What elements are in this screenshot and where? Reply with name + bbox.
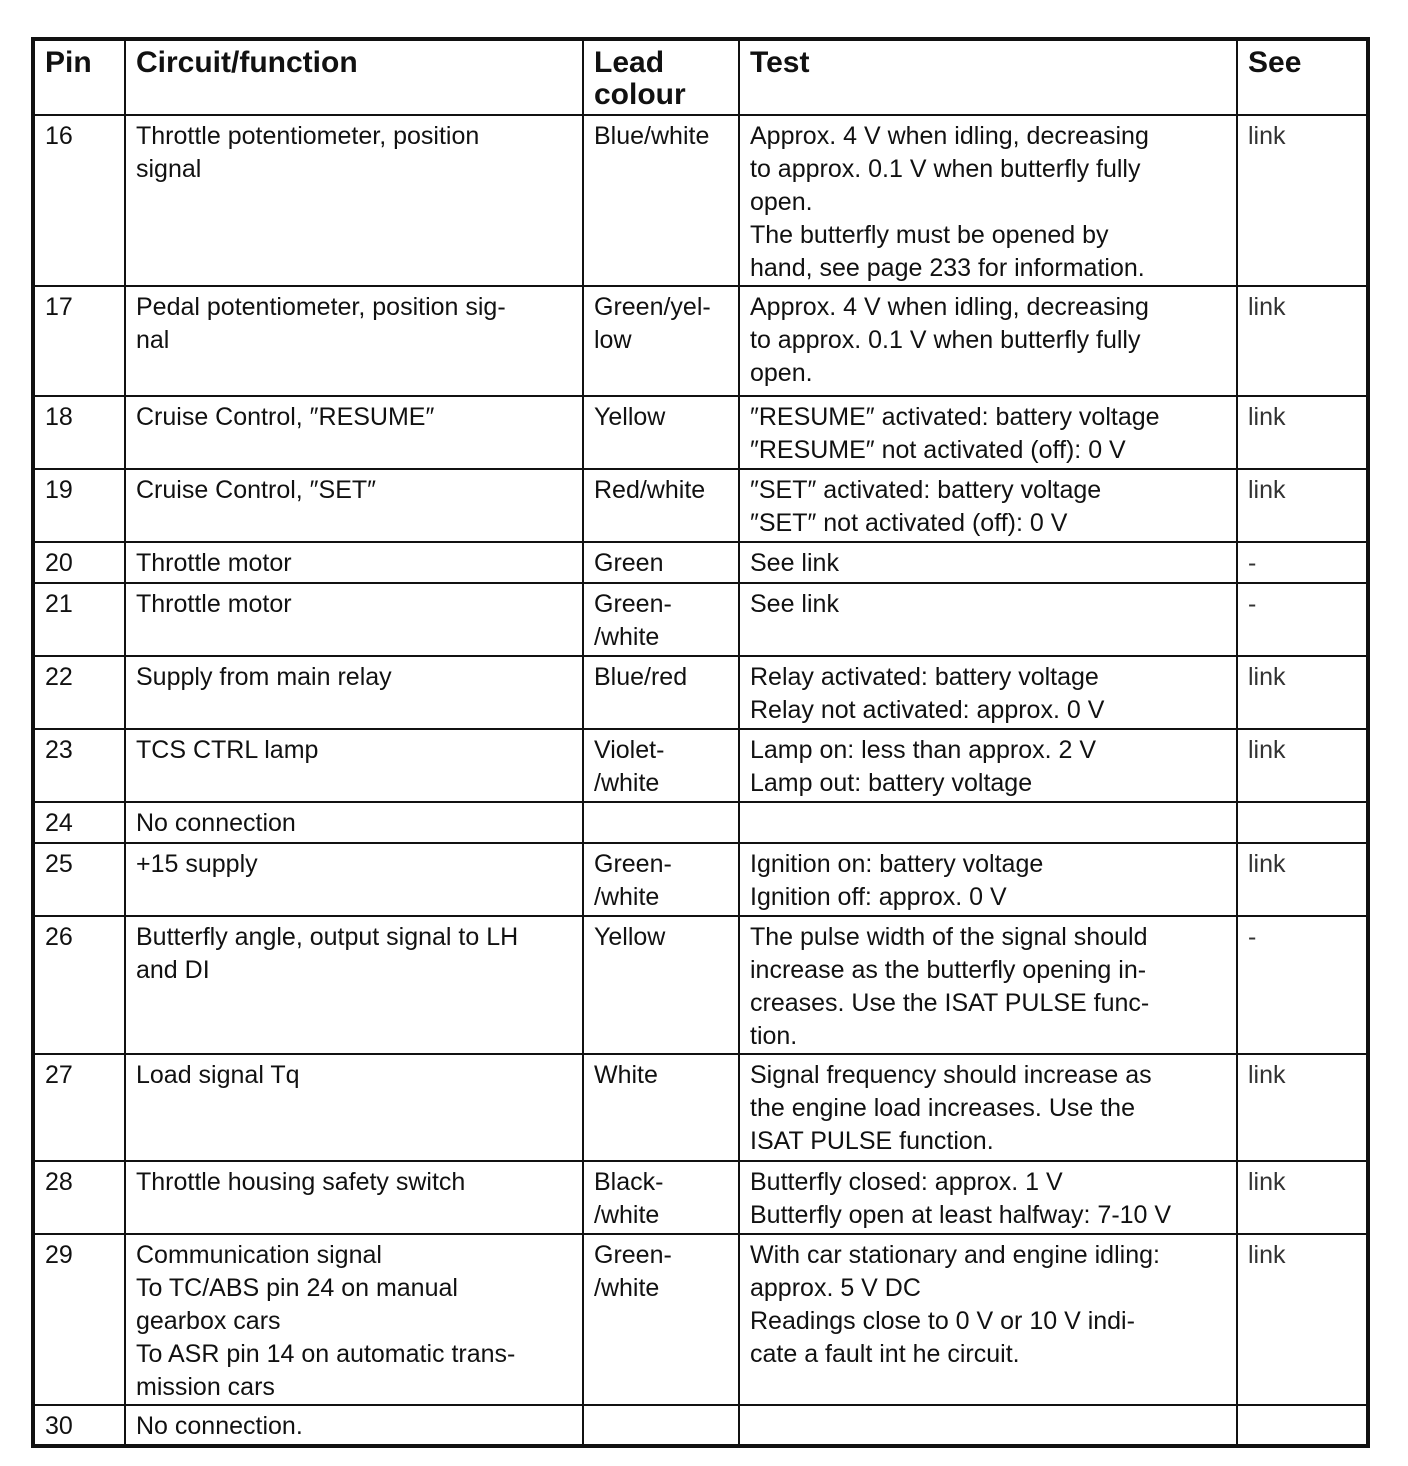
cell-lead: Yellow [583,916,739,1054]
cell-pin: 23 [33,729,125,802]
cell-see[interactable] [1237,1405,1368,1446]
cell-test: Butterfly closed: approx. 1 V Butterfly open at least halfway: 7-10 V [739,1161,1237,1234]
cell-see[interactable]: link [1237,1161,1368,1234]
header-pin: Pin [33,39,125,115]
cell-circuit: Throttle housing safety switch [125,1161,583,1234]
cell-see[interactable]: - [1237,542,1368,583]
cell-circuit: Pedal potentiometer, position sig- nal [125,286,583,396]
table-row [33,1161,1368,1234]
cell-see[interactable]: link [1237,843,1368,916]
cell-see[interactable]: link [1237,656,1368,729]
cell-circuit: TCS CTRL lamp [125,729,583,802]
cell-pin: 28 [33,1161,125,1234]
table-row [33,542,1368,583]
cell-see[interactable]: link [1237,115,1368,286]
cell-circuit: Throttle potentiometer, position signal [125,115,583,286]
cell-lead: Green- /white [583,843,739,916]
cell-pin: 21 [33,583,125,656]
table-row [33,115,1368,286]
cell-lead: Black- /white [583,1161,739,1234]
header-circuit: Circuit/function [125,39,583,115]
cell-test: Relay activated: battery voltage Relay not activated: approx. 0 V [739,656,1237,729]
table-row [33,802,1368,843]
cell-test: ″SET″ activated: battery voltage ″SET″ not activated (off): 0 V [739,469,1237,542]
cell-see[interactable]: - [1237,916,1368,1054]
cell-test: Approx. 4 V when idling, decreasing to approx. 0.1 V when butterfly fully open. [739,286,1237,396]
table-row [33,656,1368,729]
cell-lead: Blue/red [583,656,739,729]
cell-lead: Green- /white [583,583,739,656]
cell-see[interactable] [1237,802,1368,843]
cell-pin: 16 [33,115,125,286]
cell-lead: Green [583,542,739,583]
cell-pin: 20 [33,542,125,583]
cell-see[interactable]: link [1237,729,1368,802]
cell-lead: Green- /white [583,1234,739,1405]
cell-lead: Red/white [583,469,739,542]
header-test: Test [739,39,1237,115]
header-lead: Lead colour [583,39,739,115]
cell-lead: White [583,1054,739,1161]
header-row [33,39,1368,115]
cell-pin: 18 [33,396,125,469]
cell-circuit: +15 supply [125,843,583,916]
table-row [33,1054,1368,1161]
table-row [33,1405,1368,1446]
cell-pin: 25 [33,843,125,916]
cell-test: Approx. 4 V when idling, decreasing to approx. 0.1 V when butterfly fully open. The butterfly must be opened by hand, see page 233 for information. [739,115,1237,286]
cell-lead: Violet- /white [583,729,739,802]
table-row [33,1234,1368,1405]
cell-pin: 17 [33,286,125,396]
cell-circuit: Butterfly angle, output signal to LH and DI [125,916,583,1054]
cell-circuit: Load signal Tq [125,1054,583,1161]
cell-test [739,802,1237,843]
cell-circuit: Cruise Control, ″RESUME″ [125,396,583,469]
pin-table [31,37,1370,1448]
cell-pin: 22 [33,656,125,729]
cell-test: See link [739,542,1237,583]
cell-pin: 30 [33,1405,125,1446]
cell-see[interactable]: link [1237,1234,1368,1405]
cell-lead: Green/yel- low [583,286,739,396]
cell-pin: 27 [33,1054,125,1161]
cell-test: ″RESUME″ activated: battery voltage ″RESUME″ not activated (off): 0 V [739,396,1237,469]
cell-lead [583,802,739,843]
cell-test: Lamp on: less than approx. 2 V Lamp out: battery voltage [739,729,1237,802]
cell-pin: 24 [33,802,125,843]
cell-circuit: No connection. [125,1405,583,1446]
cell-see[interactable]: link [1237,469,1368,542]
cell-pin: 26 [33,916,125,1054]
cell-see[interactable]: - [1237,583,1368,656]
cell-lead: Blue/white [583,115,739,286]
cell-test: The pulse width of the signal should increase as the butterfly opening in- creases. Use the ISAT PULSE func- tion. [739,916,1237,1054]
cell-circuit: Communication signal To TC/ABS pin 24 on manual gearbox cars To ASR pin 14 on automatic trans- mission cars [125,1234,583,1405]
cell-pin: 19 [33,469,125,542]
cell-test [739,1405,1237,1446]
table-row [33,396,1368,469]
table-row [33,469,1368,542]
cell-test: With car stationary and engine idling: approx. 5 V DC Readings close to 0 V or 10 V indi- cate a fault int he circuit. [739,1234,1237,1405]
cell-circuit: Supply from main relay [125,656,583,729]
table-row [33,843,1368,916]
cell-pin: 29 [33,1234,125,1405]
cell-circuit: No connection [125,802,583,843]
header-see: See [1237,39,1368,115]
cell-lead: Yellow [583,396,739,469]
cell-see[interactable]: link [1237,1054,1368,1161]
cell-test: Ignition on: battery voltage Ignition off: approx. 0 V [739,843,1237,916]
table-row [33,583,1368,656]
cell-see[interactable]: link [1237,286,1368,396]
cell-circuit: Cruise Control, ″SET″ [125,469,583,542]
cell-test: Signal frequency should increase as the engine load increases. Use the ISAT PULSE function. [739,1054,1237,1161]
table-row [33,916,1368,1054]
table-row [33,729,1368,802]
cell-circuit: Throttle motor [125,542,583,583]
table-row [33,286,1368,396]
cell-see[interactable]: link [1237,396,1368,469]
cell-test: See link [739,583,1237,656]
cell-lead [583,1405,739,1446]
cell-circuit: Throttle motor [125,583,583,656]
